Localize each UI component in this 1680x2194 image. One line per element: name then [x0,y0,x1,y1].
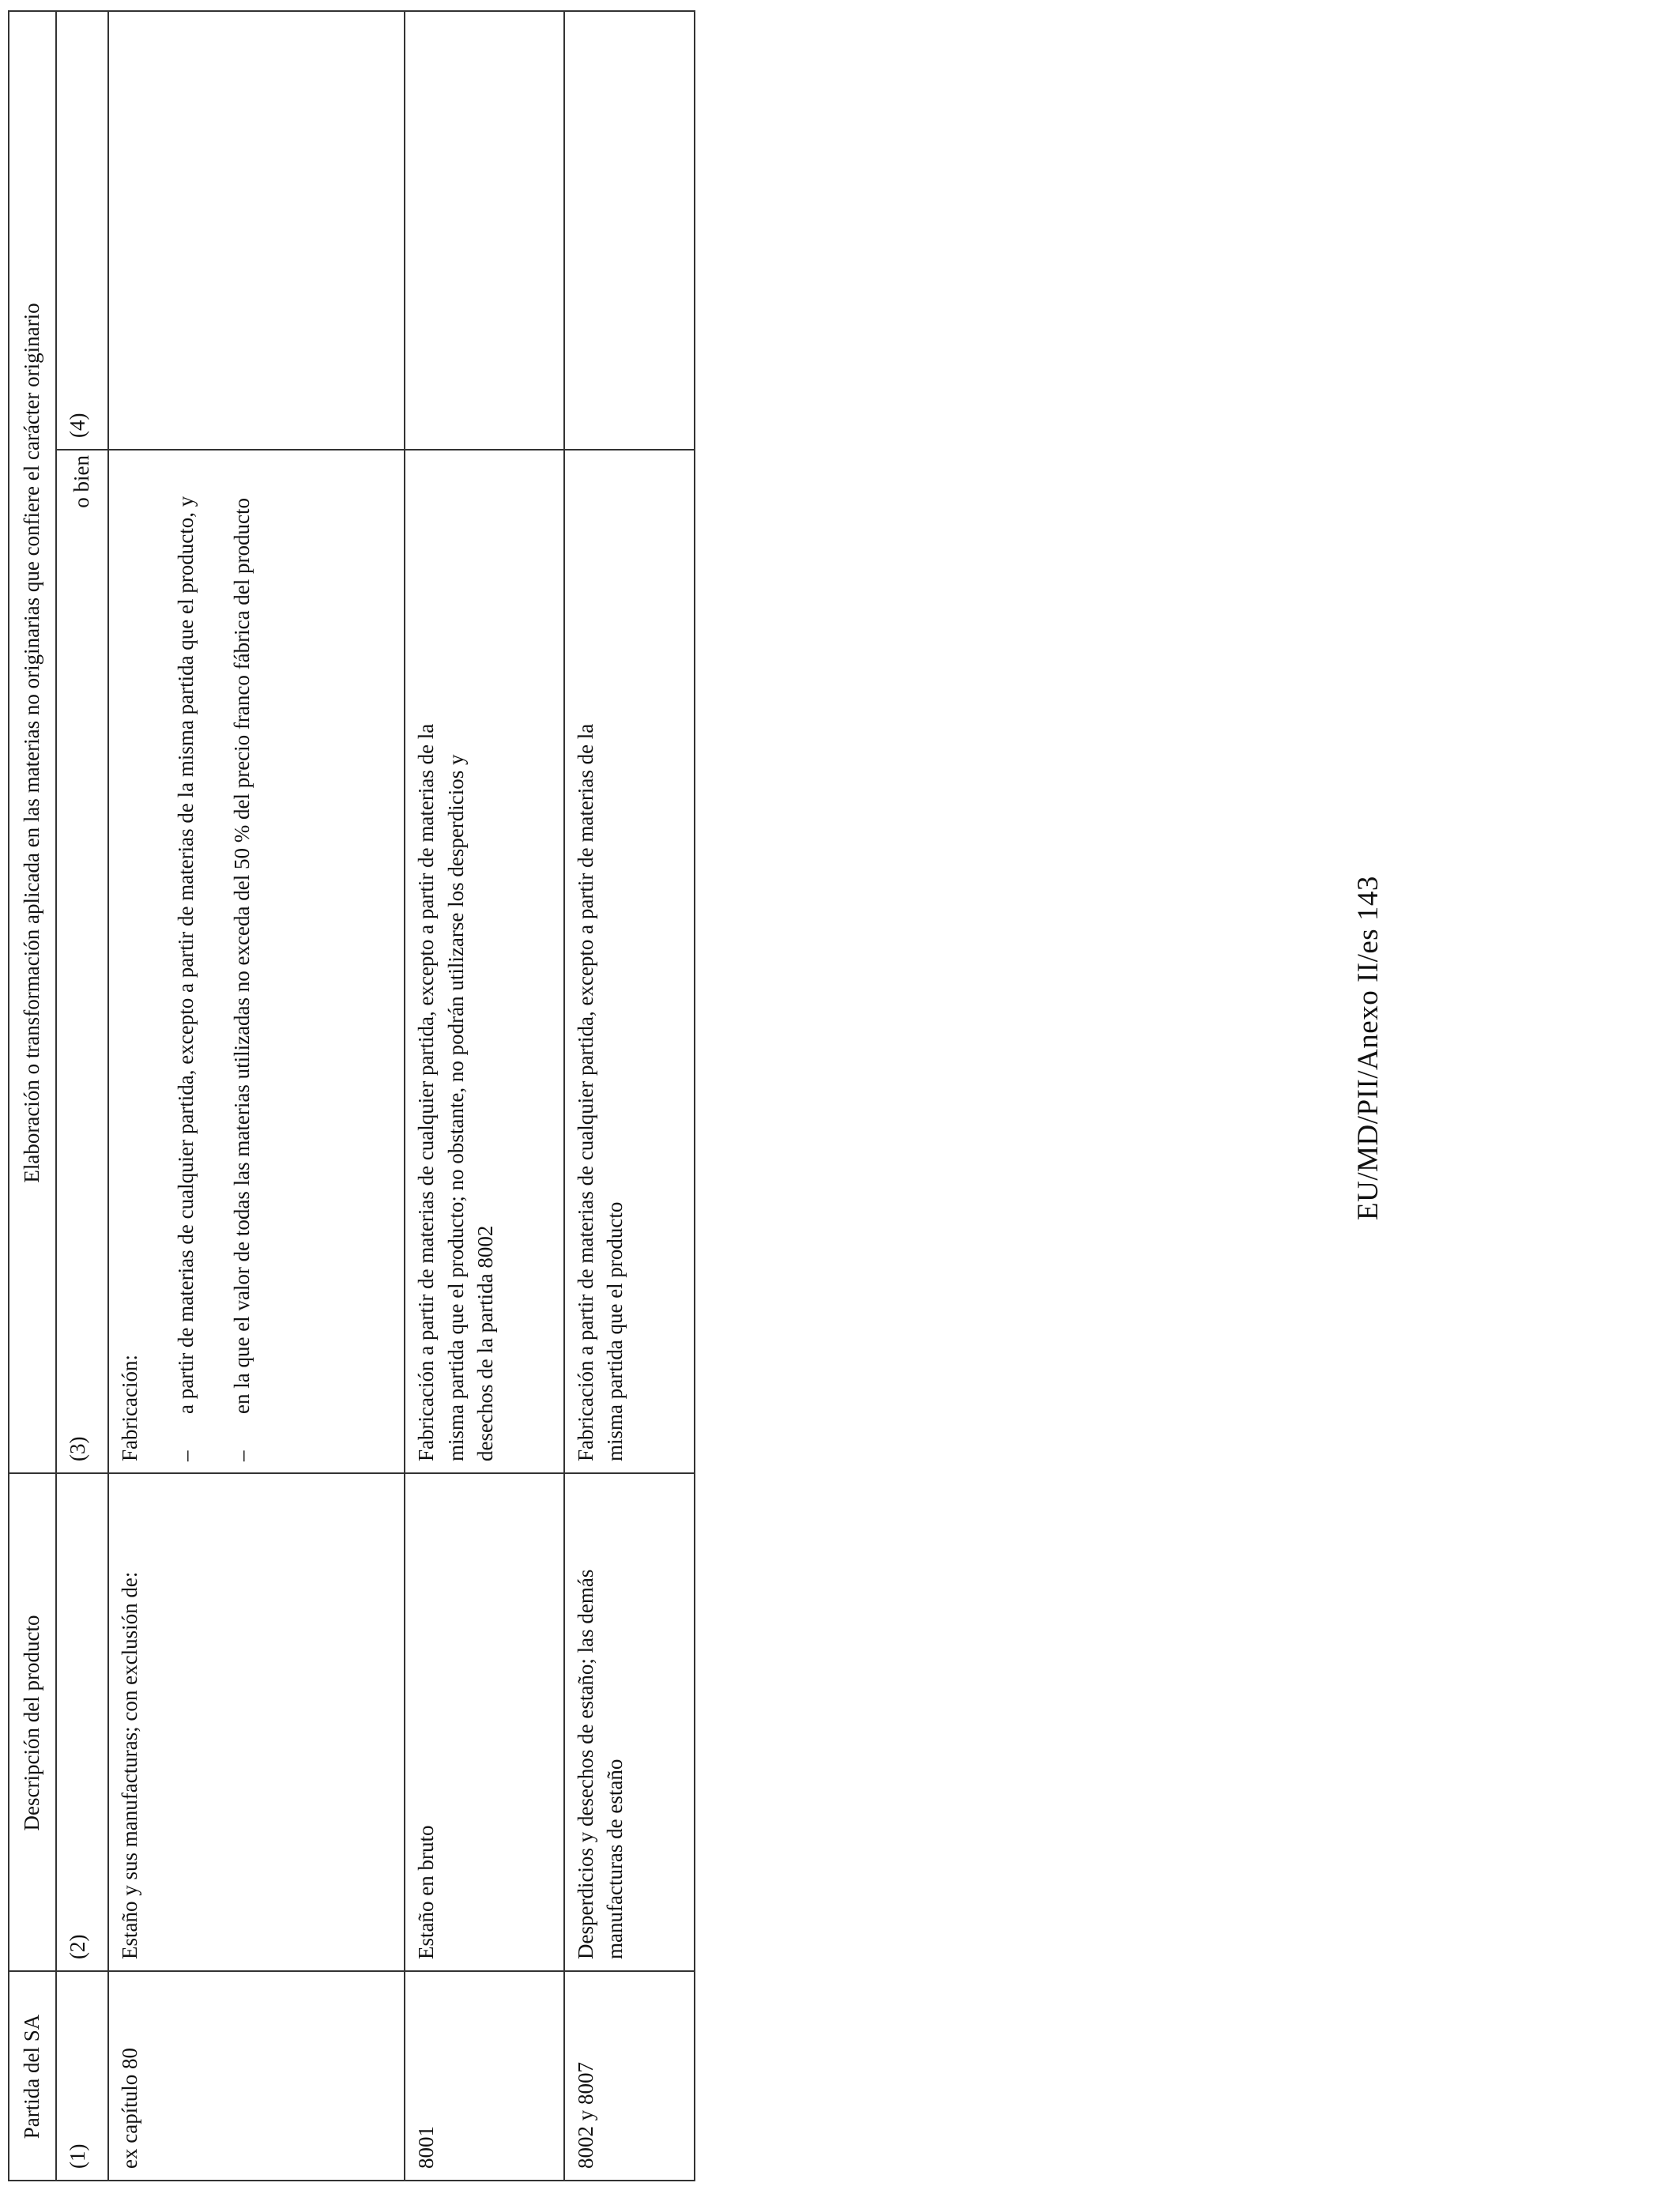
row-hs-code: 8002 y 8007 [564,1971,695,2181]
header-hs-heading: Partida del SA [9,1971,56,2181]
row-description: Desperdicios y desechos de estaño; las demás manufacturas de estaño [564,1473,695,1971]
row-description: Estaño y sus manufacturas; con exclusión de: [108,1473,405,1971]
header-row [9,11,56,2181]
rule-bullet [171,463,201,1461]
bullet-dash: – [173,1450,198,1461]
bullet-dash: – [230,1450,254,1461]
row-rule: Fabricación a partir de materias de cualquier partida, excepto a partir de materias de la misma partida que el producto [564,450,695,1473]
row-alt-rule [405,11,564,450]
bullet-text: a partir de materias de cualquier partida, excepto a partir de materias de la misma partida que el producto, y [173,496,198,1414]
col-number-1: (1) [56,1971,108,2181]
row-rule [108,450,405,1473]
bullet-text: en la que el valor de todas las materias utilizadas no exceda del 50 % del precio franco fábrica del producto [230,497,254,1414]
row-alt-rule [564,11,695,450]
row-description: Estaño en bruto [405,1473,564,1971]
or-label: o bien [56,450,108,552]
row-hs-code: ex capítulo 80 [108,1971,405,2181]
table-row [564,11,695,2181]
col-number-2: (2) [56,1473,108,1971]
row-hs-code: 8001 [405,1971,564,2181]
row-rule: Fabricación a partir de materias de cualquier partida, excepto a partir de materias de la misma partida que el producto; no obstante, no podrán utilizarse los desperdicios y desechos de la partida 8002 [405,450,564,1473]
rule-lead-text: Fabricación: [117,1355,141,1461]
origin-rules-table [8,10,695,2181]
column-number-row [56,11,108,2181]
col-number-4: (4) [56,11,108,450]
header-product-description: Descripción del producto [9,1473,56,1971]
rule-bullet [228,463,257,1461]
col-number-3: (3) [56,552,108,1473]
row-alt-rule [108,11,405,450]
table-row [405,11,564,2181]
header-working-processing: Elaboración o transformación aplicada en las materias no originarias que confiere el carácter originario [9,11,56,1473]
page-reference: EU/MD/PII/Anexo II/es 143 [1352,876,1384,1220]
table-row [108,11,405,2181]
